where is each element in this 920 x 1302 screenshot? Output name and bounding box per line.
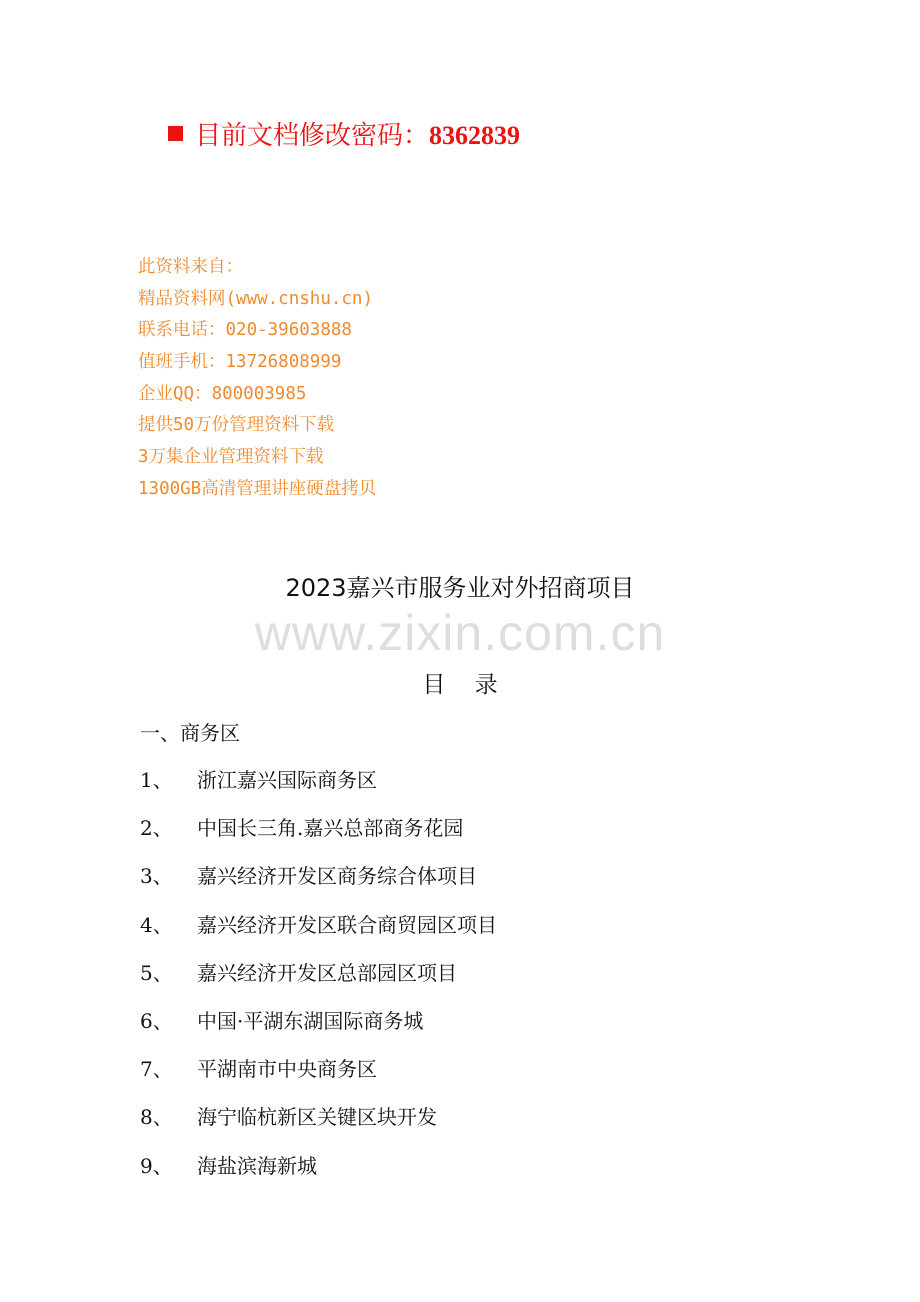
- toc-item-text: 中国长三角.嘉兴总部商务花园: [197, 816, 464, 841]
- source-line: 值班手机：13726808999: [138, 352, 342, 373]
- source-line: 此资料来自：: [138, 257, 243, 277]
- toc-item-number: 3、: [140, 864, 173, 889]
- toc-item: [140, 1006, 497, 1054]
- source-line: 1300GB高清管理讲座硬盘拷贝: [138, 478, 377, 499]
- source-line: 联系电话：020-39603888: [138, 320, 352, 341]
- red-square-icon: [168, 126, 183, 141]
- source-line: 3万集企业管理资料下载: [138, 447, 324, 468]
- toc-item-number: 8、: [140, 1105, 173, 1130]
- toc-item-number: 9、: [140, 1153, 173, 1178]
- toc-item: [140, 1102, 497, 1150]
- toc-item: [140, 861, 497, 909]
- toc-item: [140, 958, 497, 1006]
- password-notice: [168, 118, 520, 154]
- toc-item: [140, 1151, 497, 1199]
- toc-item: [140, 1054, 497, 1102]
- toc-item-number: 7、: [140, 1057, 173, 1082]
- toc-heading: 目 录: [422, 672, 498, 698]
- password-label: 目前文档修改密码：: [195, 121, 430, 151]
- toc-item-number: 4、: [140, 912, 173, 937]
- document-title: 2023嘉兴市服务业对外招商项目: [285, 574, 635, 602]
- source-info-block: [138, 252, 376, 506]
- toc-item: [140, 765, 497, 813]
- toc-list: [140, 765, 497, 1199]
- source-line: 企业QQ：800003985: [138, 383, 307, 404]
- password-code: 8362839: [429, 121, 521, 150]
- toc-item-text: 海宁临杭新区关键区块开发: [197, 1105, 437, 1130]
- source-line: 提供50万份管理资料下载: [138, 415, 335, 436]
- watermark: www.zixin.com.cn: [254, 605, 666, 661]
- toc-item-number: 6、: [140, 1008, 173, 1033]
- toc-item-text: 海盐滨海新城: [197, 1153, 317, 1178]
- toc-item-text: 平湖南市中央商务区: [197, 1057, 377, 1082]
- source-line: 精品资料网(www.cnshu.cn): [138, 288, 374, 309]
- toc-item: [140, 910, 497, 958]
- toc-item-text: 嘉兴经济开发区联合商贸园区项目: [197, 912, 497, 937]
- toc-item: [140, 813, 497, 861]
- toc-item-number: 2、: [140, 816, 173, 841]
- toc-item-text: 中国·平湖东湖国际商务城: [197, 1008, 424, 1033]
- toc-item-text: 嘉兴经济开发区商务综合体项目: [197, 864, 477, 889]
- section-heading: 一、商务区: [140, 721, 240, 745]
- toc-item-text: 浙江嘉兴国际商务区: [197, 768, 377, 792]
- toc-item-text: 嘉兴经济开发区总部园区项目: [197, 960, 457, 985]
- toc-item-number: 5、: [140, 960, 173, 985]
- toc-item-number: 1、: [140, 768, 173, 792]
